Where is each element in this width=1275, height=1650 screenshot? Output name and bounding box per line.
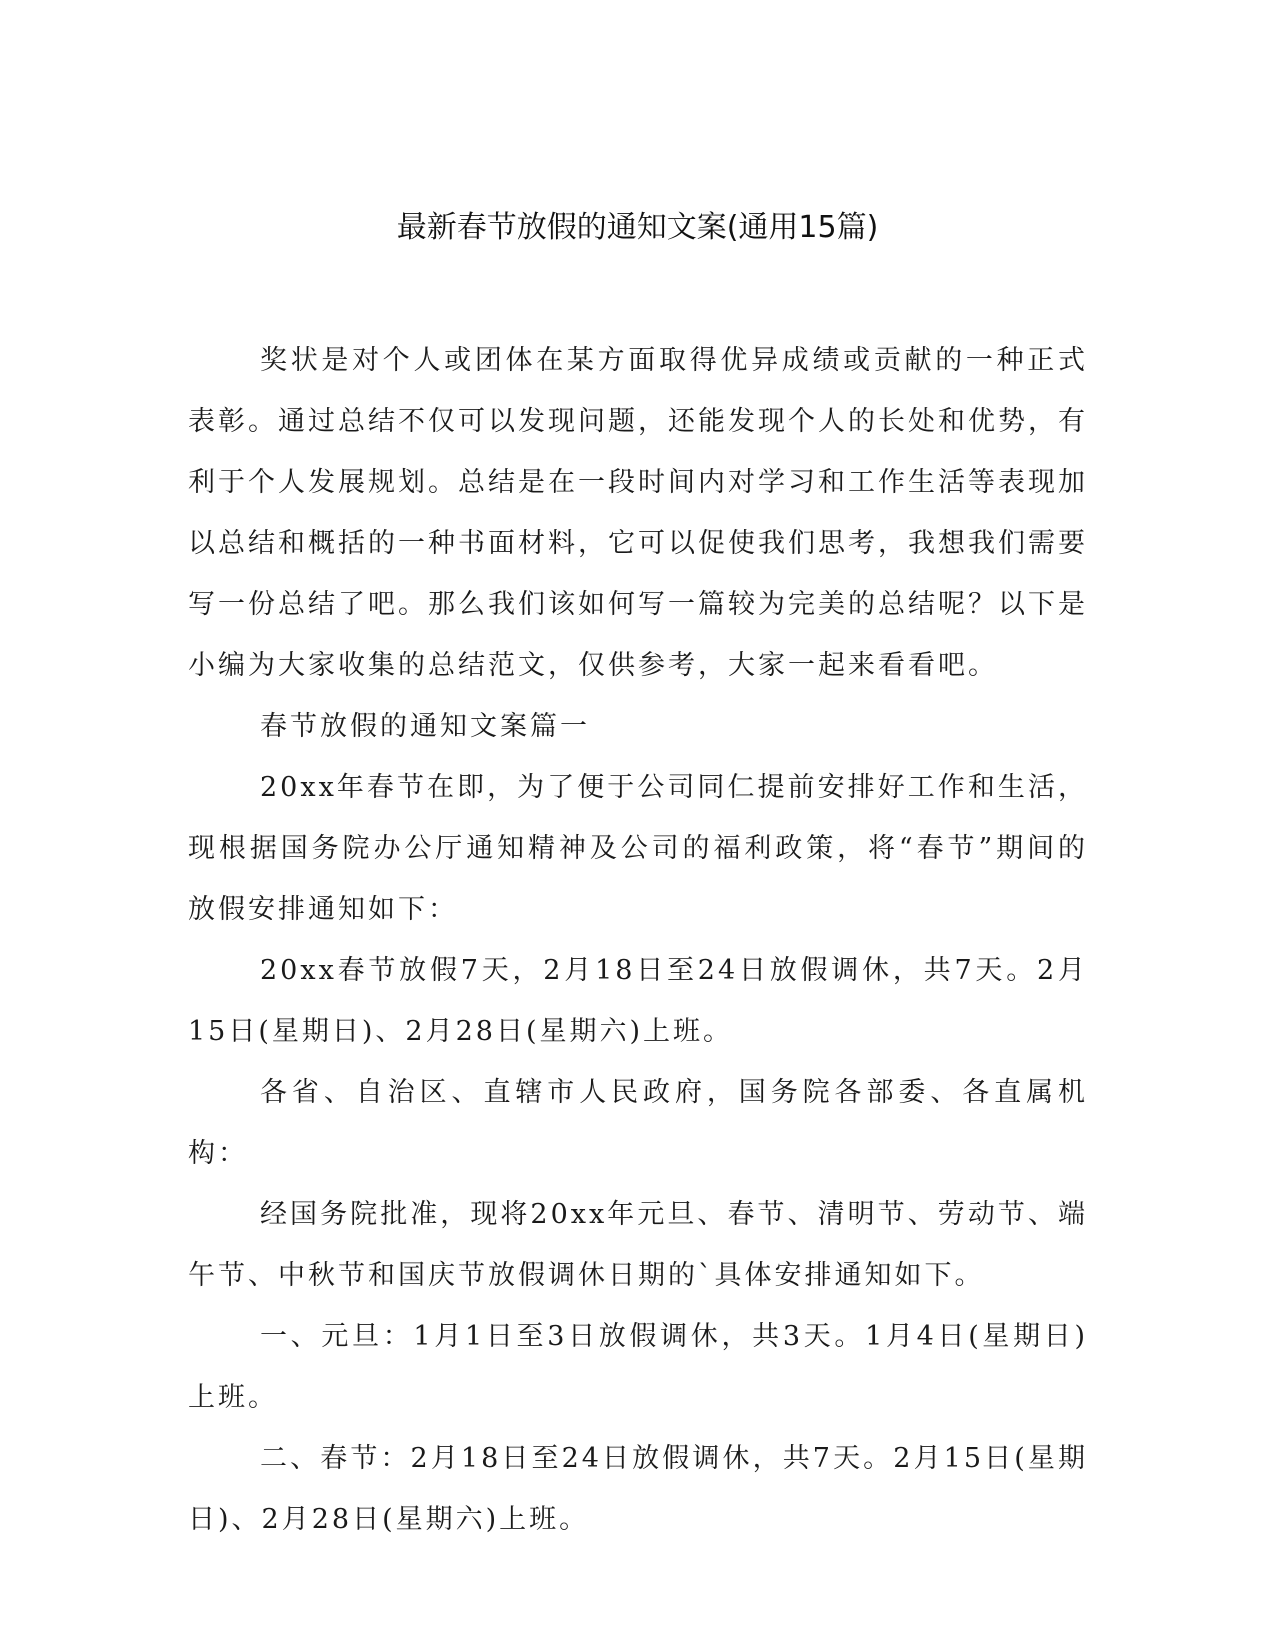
addressee-paragraph: 各省、自治区、直辖市人民政府，国务院各部委、各直属机构：: [188, 1077, 1088, 1169]
section-heading: 春节放假的通知文案篇一: [260, 711, 590, 742]
new-year-paragraph: 一、元旦：1月1日至3日放假调休，共3天。1月4日(星期日)上班。: [188, 1321, 1088, 1413]
intro-paragraph: 奖状是对个人或团体在某方面取得优异成绩或贡献的一种正式表彰。通过总结不仅可以发现问题，还能发现个人的长处和优势，有利于个人发展规划。总结是在一段时间内对学习和工作生活等表现加以总结和概括的一种书面材料，它可以促使我们思考，我想我们需要写一份总结了吧。那么我们该如何写一篇较为完美的总结呢？以下是小编为大家收集的总结范文，仅供参考，大家一起来看看吧。: [188, 345, 1088, 681]
notice-paragraph: 20xx年春节在即，为了便于公司同仁提前安排好工作和生活，现根据国务院办公厅通知精神及公司的福利政策，将“春节”期间的放假安排通知如下：: [188, 772, 1088, 925]
document-body: [188, 330, 1088, 1550]
spring-festival-paragraph: 二、春节：2月18日至24日放假调休，共7天。2月15日(星期日)、2月28日(星期六)上班。: [188, 1443, 1088, 1535]
document-title: 最新春节放假的通知文案(通用15篇): [396, 210, 879, 245]
approval-paragraph: 经国务院批准，现将20xx年元旦、春节、清明节、劳动节、端午节、中秋节和国庆节放假调休日期的`具体安排通知如下。: [188, 1199, 1088, 1291]
holiday-paragraph: 20xx春节放假7天，2月18日至24日放假调休，共7天。2月15日(星期日)、2月28日(星期六)上班。: [188, 955, 1088, 1047]
